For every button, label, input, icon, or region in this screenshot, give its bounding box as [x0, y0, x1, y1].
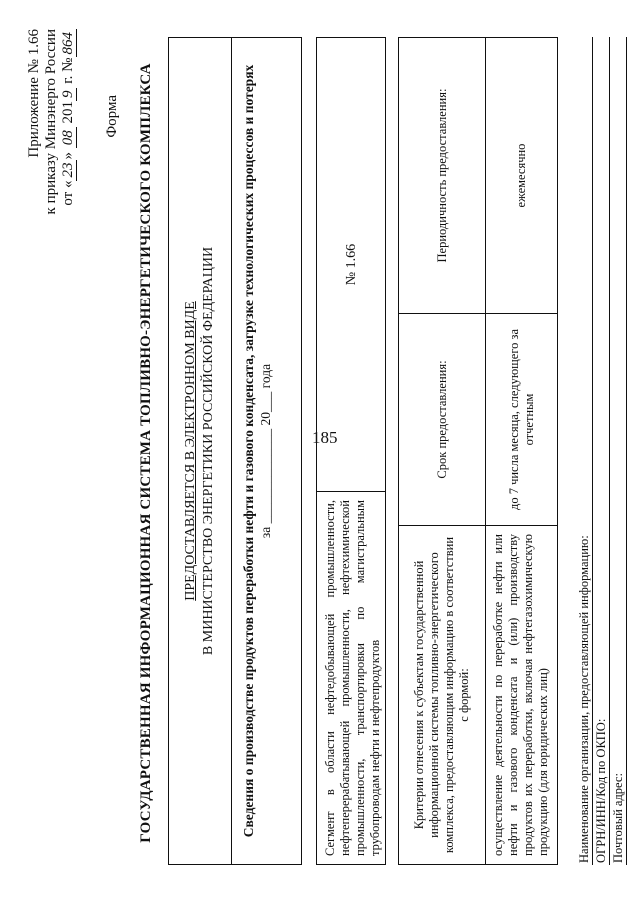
- appendix-date-line: от «23» 08 2019 г. №864: [60, 29, 77, 214]
- submission-box: [168, 37, 232, 865]
- order-number: 864: [60, 29, 77, 58]
- form-frame: [168, 37, 625, 865]
- criteria-header-row: [386, 37, 486, 865]
- criteria-value: осуществление деятельности по переработке нефти или нефти и газового конденсата и (или) производству продуктов их переработки, включая нефтегазохимическую продукцию (для юридических лиц): [486, 525, 558, 865]
- date-month: 08: [60, 127, 77, 148]
- date-day: 23: [60, 159, 77, 180]
- appendix-number: Приложение № 1.66: [26, 28, 42, 158]
- appendix-order: к приказу Минэнерго России: [43, 28, 59, 214]
- term-value: до 7 числа месяца, следующего за отчетным: [486, 313, 558, 525]
- ogrn-field[interactable]: ОГРН/ИНН/Код по ОКПО:: [593, 37, 610, 865]
- periodicity-header: Периодичность предоставления:: [398, 37, 486, 313]
- form-number: № 1.66: [316, 37, 386, 491]
- organization-info: [576, 37, 627, 865]
- system-title: ГОСУДАРСТВЕННАЯ ИНФОРМАЦИОННАЯ СИСТЕМА ТОПЛИВНО-ЭНЕРГЕТИЧЕСКОГО КОМПЛЕКСА: [138, 62, 154, 843]
- term-header: Срок предоставления:: [398, 313, 486, 525]
- organization-name-field[interactable]: Наименование организации, предоставляющей информацию:: [576, 37, 593, 865]
- date-year-digit: 9: [60, 87, 77, 101]
- rotated-document: [20, 23, 625, 883]
- submission-line-2: В МИНИСТЕРСТВО ЭНЕРГЕТИКИ РОССИЙСКОЙ ФЕДЕРАЦИИ: [201, 246, 216, 655]
- criteria-value-row: [486, 37, 558, 865]
- segment-row: [302, 37, 386, 865]
- criteria-header: Критерии отнесения к субъектам государственной информационной системы топливно-энергетического комплекса, предоставляющим информацию в соответствии с формой:: [398, 525, 486, 865]
- report-period: за ______________ 20___ года: [258, 363, 273, 538]
- page-number: 185: [312, 428, 338, 447]
- appendix-reference: [26, 29, 77, 214]
- submission-line-1: ПРЕДОСТАВЛЯЕТСЯ В ЭЛЕКТРОННОМ ВИДЕ: [183, 300, 198, 601]
- form-label: Форма: [104, 94, 120, 138]
- segment-text: Сегмент в области нефтедобывающей промышленности, нефтеперерабатывающей промышленности, нефтехимической промышленности, транспортировки по магистральным трубопроводам нефти и нефтепродуктов: [316, 491, 386, 865]
- report-box: [232, 37, 302, 865]
- postal-address-field[interactable]: Почтовый адрес:: [610, 37, 627, 865]
- report-title: Сведения о производстве продуктов переработки нефти и газового конденсата, загрузке технологических процессов и потерях: [241, 64, 256, 837]
- periodicity-value: ежемесячно: [486, 37, 558, 313]
